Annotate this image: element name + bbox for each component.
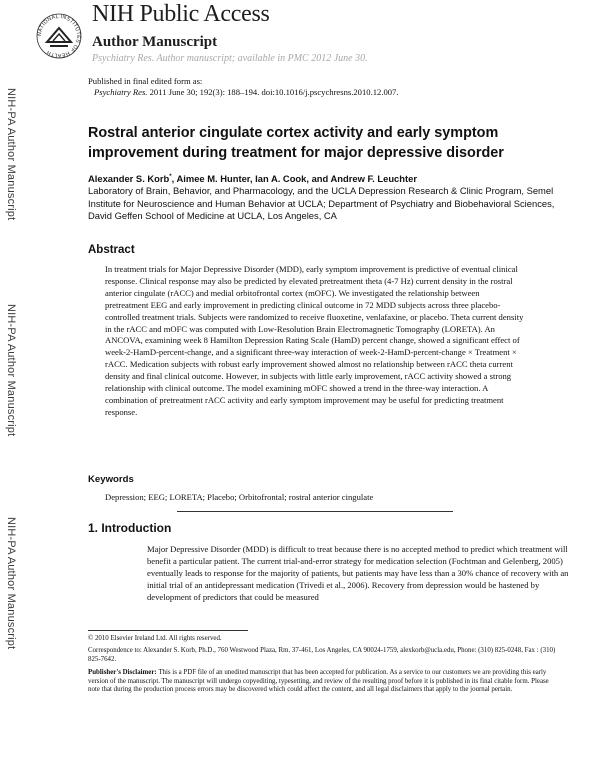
other-authors: , Aimee M. Hunter, Ian A. Cook, and Andrew F. Leuchter — [171, 173, 417, 184]
nih-logo — [34, 3, 84, 69]
author-list — [88, 173, 417, 184]
keywords-heading: Keywords — [88, 474, 134, 485]
keywords-list: Depression; EEG; LORETA; Placebo; Orbitofrontal; rostral anterior cingulate — [105, 492, 374, 502]
abstract-heading: Abstract — [88, 244, 135, 256]
citation-details: 2011 June 30; 192(3): 188–194. doi:10.1016/j.pscychresns.2010.12.007. — [147, 87, 399, 97]
author-manuscript-label: Author Manuscript — [92, 34, 218, 50]
footnote-divider — [88, 630, 248, 631]
abstract-body: In treatment trials for Major Depressive Disorder (MDD), early symptom improvement is predictive of eventual clinical response. Clinical response may also be predicted by elevated pretreatment theta (4-7 Hz) current density in the rostral anterior cingulate (rACC) and medial orbitofrontal cortex (mOFC). We investigated the relationship between pretreatment EEG and early improvement in predicting clinical outcome in 72 MDD subjects across three placebo-controlled treatment trials. Subjects were randomized to receive fluoxetine, venlafaxine, or placebo. Theta current density in the rACC and mOFC was computed with Low-Resolution Brain Electromagnetic Tomography (LORETA). An ANCOVA, examining week 8 Hamilton Depression Rating Scale (HamD) percent change, showed a significant effect of week-2-HamD-percent-change, and a significant three-way interaction of week-2-HamD-percent-change × Treatment × rACC. Medication subjects with robust early improvement showed almost no relationship between rACC theta current density and final clinical outcome. However, in subjects with little early improvement, rACC activity showed a strong relationship with clinical outcome. The model examining mOFC showed a trend in the three-way interaction. A combination of pretreatment rACC activity and early symptom improvement may be useful for predicting treatment response. — [105, 264, 524, 417]
introduction-heading: 1. Introduction — [88, 521, 172, 535]
journal-name: Psychiatry Res. — [94, 87, 148, 97]
side-label-top: NIH-PA Author Manuscript — [5, 87, 17, 221]
affiliation: Laboratory of Brain, Behavior, and Pharmacology, and the UCLA Depression Research & Clinic Program, Semel Institute for Neuroscience and Human Behavior at UCLA; Department of Psychiatry and Biobehavioral Sciences, David Geffen School of Medicine at UCLA, Los Angeles, CA — [88, 185, 555, 221]
nih-public-access-title: NIH Public Access — [92, 1, 270, 27]
article-title: Rostral anterior cingulate cortex activity and early symptom improvement during treatment for major depressive disorder — [88, 125, 504, 161]
publisher-disclaimer — [88, 669, 560, 695]
disclaimer-label: Publisher's Disclaimer: — [88, 669, 157, 676]
correspondence-note: Correspondence to: Alexander S. Korb, Ph.D., 760 Westwood Plaza, Rm. 37-461, Los Angeles, CA 90024-1759, alexkorb@ucla.edu, Phone: (310) 825-0248, Fax : (310) 825-7642. — [88, 647, 556, 663]
first-author: Alexander S. Korb — [88, 173, 170, 184]
side-label-middle: NIH-PA Author Manuscript — [5, 303, 17, 437]
citation-line — [94, 87, 399, 97]
availability-note: Psychiatry Res. Author manuscript; available in PMC 2012 June 30. — [92, 53, 368, 64]
disclaimer-text: This is a PDF file of an unedited manuscript that has been accepted for publication. As a service to our customers we are providing this early version of the manuscript. The manuscript will undergo copyediting, typesetting, and review of the resulting proof before it is published in its final citable form. Please note that during the production process errors may be discovered which could affect the content, and all legal disclaimers that apply to the journal pertain. — [88, 669, 549, 693]
logo-ring-text: NATIONAL INSTITUTES OF HEALTH — [36, 13, 82, 59]
keywords-divider — [177, 511, 453, 512]
published-in-label: Published in final edited form as: — [88, 76, 203, 86]
introduction-body: Major Depressive Disorder (MDD) is difficult to treat because there is no accepted method to predict which treatment will benefit a particular patient. The current trial-and-error strategy for medication selection (Fochtman and Gelenberg, 2005) eventually leads to response for the majority of patients, but patients may have less than a 30% chance of recovery with an initial trial of an antidepressant medication (Trivedi et al., 2006). Recovery from depression would be hastened by development of predictors that could be measured — [147, 544, 569, 602]
side-label-bottom: NIH-PA Author Manuscript — [5, 516, 17, 650]
corresponding-author-mark: * — [169, 173, 172, 180]
copyright-note: © 2010 Elsevier Ireland Ltd. All rights reserved. — [88, 635, 222, 642]
